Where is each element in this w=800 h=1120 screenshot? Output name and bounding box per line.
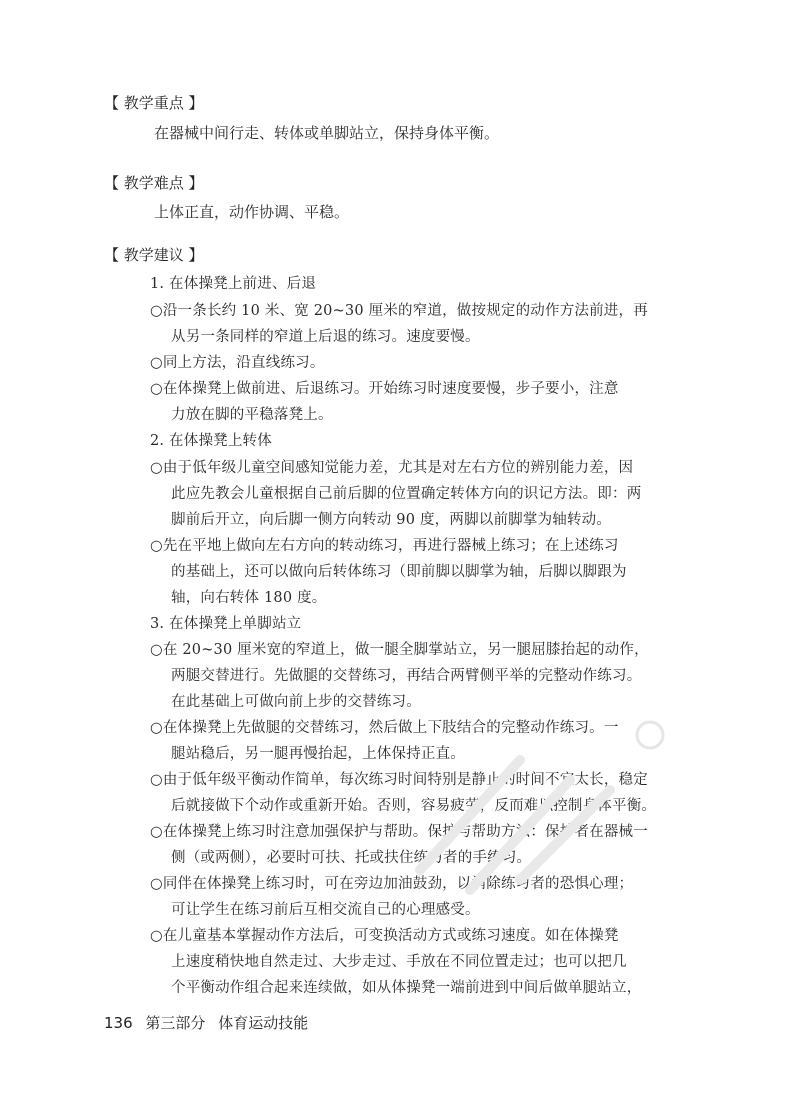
bullet-line: ○同伴在体操凳上练习时，可在旁边加油鼓劲，以消除练习者的恐惧心理； bbox=[150, 876, 634, 892]
bullet-continuation: 可让学生在练习前后互相交流自己的心理感受。 bbox=[171, 902, 480, 918]
bullet-continuation: 脚前后开立，向后脚一侧方向转动 90 度，两脚以前脚掌为轴转动。 bbox=[171, 512, 612, 528]
bullet-continuation: 腿站稳后，另一腿再慢抬起，上体保持正直。 bbox=[171, 746, 465, 762]
bullet-line: ○在体操凳上做前进、后退练习。开始练习时速度要慢，步子要小，注意 bbox=[150, 381, 619, 397]
bullet-continuation: 力放在脚的平稳落凳上。 bbox=[171, 407, 333, 423]
suggestions-heading: 【 教学建议 】 bbox=[104, 246, 204, 264]
bullet-continuation: 侧（或两侧），必要时可扶、托或扶住练习者的手练习。 bbox=[171, 850, 532, 866]
bullet-continuation: 两腿交替进行。先做腿的交替练习，再结合两臂侧平举的完整动作练习。 bbox=[171, 668, 642, 684]
bullet-line: ○先在平地上做向左右方向的转动练习，再进行器械上练习；在上述练习 bbox=[150, 538, 619, 554]
bullet-continuation: 上速度稍快地自然走过、大步走过、手放在不同位置走过；也可以把几 bbox=[171, 954, 627, 970]
bullet-line: ○沿一条长约 10 米、宽 20~30 厘米的窄道，做按规定的动作方法前进，再 bbox=[150, 303, 648, 319]
difficulty-heading: 【 教学难点 】 bbox=[104, 174, 204, 192]
focus-text: 在器械中间行走、转体或单脚站立，保持身体平衡。 bbox=[154, 124, 500, 142]
page-number: 136 bbox=[104, 1014, 133, 1032]
bullet-continuation: 从另一条同样的窄道上后退的练习。速度要慢。 bbox=[171, 329, 480, 345]
subheading-3: 3. 在体操凳上单脚站立 bbox=[150, 616, 302, 632]
bullet-line: ○在 20~30 厘米宽的窄道上，做一腿全脚掌站立，另一腿屈膝抬起的动作， bbox=[150, 642, 649, 658]
subheading-1: 1. 在体操凳上前进、后退 bbox=[150, 276, 317, 292]
bullet-line: ○由于低年级儿童空间感知觉能力差，尤其是对左右方位的辨别能力差，因 bbox=[150, 460, 634, 476]
bullet-line: ○在体操凳上先做腿的交替练习，然后做上下肢结合的完整动作练习。一 bbox=[150, 720, 619, 736]
bullet-continuation: 轴，向右转体 180 度。 bbox=[171, 590, 327, 606]
bullet-continuation: 在此基础上可做向前上步的交替练习。 bbox=[171, 694, 421, 710]
bullet-continuation: 个平衡动作组合起来连续做，如从体操凳一端前进到中间后做单腿站立， bbox=[171, 980, 642, 996]
bullet-line: ○在儿童基本掌握动作方法后，可变换活动方式或练习速度。如在体操凳 bbox=[150, 928, 619, 944]
page-footer bbox=[104, 1012, 308, 1033]
bullet-continuation: 此应先教会儿童根据自己前后脚的位置确定转体方向的识记方法。即：两 bbox=[171, 486, 642, 502]
footer-title: 体育运动技能 bbox=[218, 1014, 309, 1032]
bullet-continuation: 后就接做下个动作或重新开始。否则，容易疲劳，反而难以控制身体平衡。 bbox=[171, 798, 657, 814]
bullet-line: ○在体操凳上练习时注意加强保护与帮助。保护与帮助方法：保护者在器械一 bbox=[150, 824, 648, 840]
bullet-line: ○由于低年级平衡动作简单，每次练习时间特别是静止的时间不宜太长，稳定 bbox=[150, 772, 648, 788]
footer-part: 第三部分 bbox=[145, 1014, 206, 1032]
difficulty-text: 上体正直，动作协调、平稳。 bbox=[154, 203, 350, 221]
subheading-2: 2. 在体操凳上转体 bbox=[150, 433, 272, 449]
focus-heading: 【 教学重点 】 bbox=[104, 94, 204, 112]
bullet-line: ○同上方法，沿直线练习。 bbox=[150, 355, 325, 371]
bullet-continuation: 的基础上，还可以做向后转体练习（即前脚以脚掌为轴，后脚以脚跟为 bbox=[171, 564, 627, 580]
